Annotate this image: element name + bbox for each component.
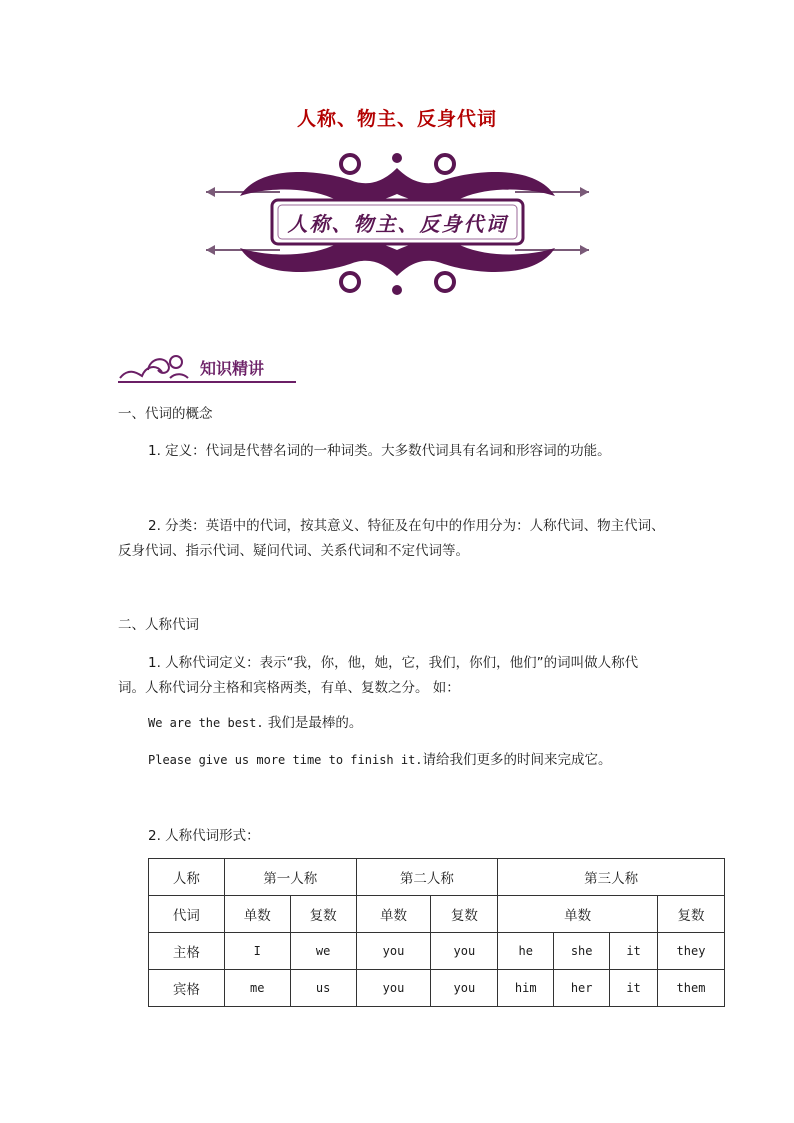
- banner-title: 人称、物主、反身代词: [287, 212, 508, 236]
- header-first-person: 第一人称: [224, 859, 356, 896]
- table-cell: him: [498, 970, 554, 1007]
- document-title: 人称、物主、反身代词: [296, 108, 497, 130]
- header-plural: 复数: [431, 896, 498, 933]
- example-1-chinese: 我们是最棒的。: [267, 715, 363, 731]
- table-cell: you: [356, 970, 431, 1007]
- section2-heading: 二、人称代词: [118, 617, 199, 633]
- header-singular: 单数: [224, 896, 290, 933]
- title-banner: [200, 150, 595, 298]
- table-row: [149, 970, 725, 1007]
- section-header-label: 知识精讲: [200, 359, 265, 378]
- table-cell: us: [290, 970, 356, 1007]
- header-third-person: 第三人称: [498, 859, 725, 896]
- table-cell: we: [290, 933, 356, 970]
- flourish-icon: [118, 350, 198, 382]
- table-row: [149, 933, 725, 970]
- classification-line1: 2. 分类：英语中的代词，按其意义、特征及在句中的作用分为：人称代词、物主代词、: [148, 518, 665, 534]
- personal-pronoun-definition-line1: 1. 人称代词定义：表示“我，你，他，她，它，我们，你们，他们”的词叫做人称代: [148, 655, 639, 671]
- header-second-person: 第二人称: [356, 859, 498, 896]
- section1-heading: 一、代词的概念: [118, 406, 213, 422]
- pronoun-table: [148, 858, 725, 1007]
- header-singular: 单数: [498, 896, 658, 933]
- table-cell: she: [554, 933, 610, 970]
- table-cell: them: [658, 970, 725, 1007]
- personal-pronoun-definition-line2: 词。人称代词分主格和宾格两类，有单、复数之分。 如：: [118, 680, 460, 696]
- forms-heading: 2. 人称代词形式：: [148, 828, 260, 844]
- header-plural: 复数: [658, 896, 725, 933]
- table-cell: you: [431, 970, 498, 1007]
- row-label: 宾格: [149, 970, 225, 1007]
- table-cell: her: [554, 970, 610, 1007]
- section-underline: [118, 381, 296, 383]
- table-corner-bottom: 代词: [149, 896, 225, 933]
- table-corner-top: 人称: [149, 859, 225, 896]
- example-1: [148, 712, 362, 734]
- table-cell: I: [224, 933, 290, 970]
- example-1-english: We are the best.: [148, 716, 264, 730]
- example-2: [148, 749, 612, 771]
- table-cell: it: [610, 933, 658, 970]
- table-header-row-1: [149, 859, 725, 896]
- table-cell: me: [224, 970, 290, 1007]
- example-2-chinese: 请给我们更多的时间来完成它。: [422, 752, 612, 768]
- header-plural: 复数: [290, 896, 356, 933]
- classification-line2: 反身代词、指示代词、疑问代词、关系代词和不定代词等。: [118, 543, 469, 559]
- section-header: [118, 350, 298, 384]
- table-cell: it: [610, 970, 658, 1007]
- table-cell: they: [658, 933, 725, 970]
- table-cell: he: [498, 933, 554, 970]
- table-header-row-2: [149, 896, 725, 933]
- row-label: 主格: [149, 933, 225, 970]
- header-singular: 单数: [356, 896, 431, 933]
- example-2-english: Please give us more time to finish it.: [148, 753, 423, 767]
- table-cell: you: [356, 933, 431, 970]
- definition-paragraph: 1. 定义：代词是代替名词的一种词类。大多数代词具有名词和形容词的功能。: [148, 443, 611, 459]
- table-cell: you: [431, 933, 498, 970]
